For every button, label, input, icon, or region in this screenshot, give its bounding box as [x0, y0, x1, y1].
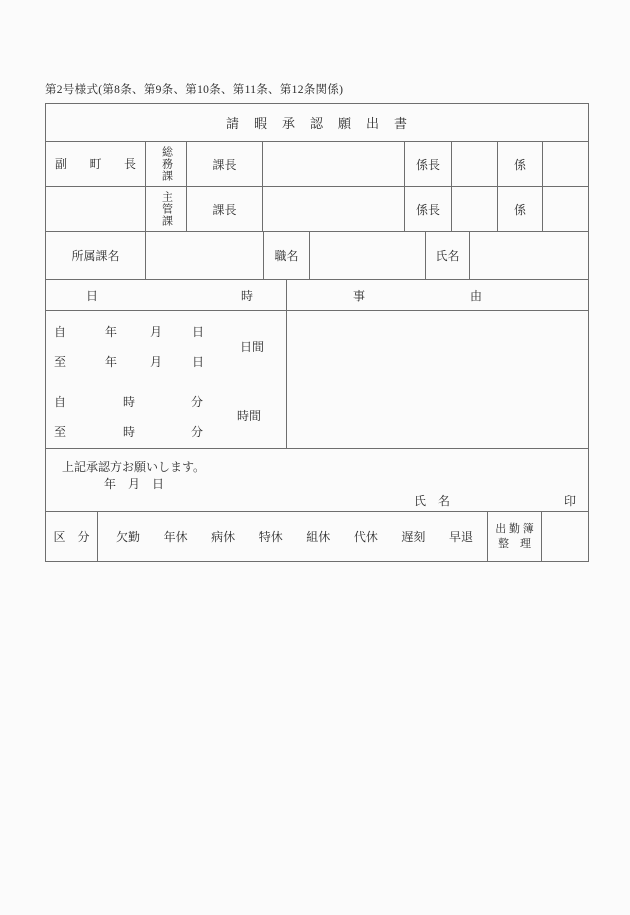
subsection-chief-label: 係長 — [415, 202, 440, 217]
position-label-cell — [264, 232, 310, 279]
year-label: 年 — [105, 325, 118, 339]
category-row — [46, 512, 588, 561]
form-number-note: 第2号様式(第8条、第9条、第10条、第11条、第12条関係) — [45, 84, 344, 96]
month-label: 月 — [150, 325, 163, 339]
day-label: 日 — [192, 325, 205, 339]
category-label: 区 分 — [53, 530, 90, 544]
section-chief-stamp-cell-2 — [263, 187, 405, 231]
seal-label: 印 — [564, 494, 577, 508]
deputy-mayor-label: 副 町 長 — [55, 156, 136, 171]
year-label: 年 — [105, 355, 118, 369]
approval-row-2 — [46, 187, 588, 232]
signature-date-line: 年 月 日 — [104, 477, 165, 491]
attendance-stamp-cell — [542, 512, 588, 561]
category-items-cell — [98, 512, 488, 561]
section-chief-label-cell-2 — [187, 187, 263, 231]
form-title-row — [46, 104, 588, 142]
department-label: 所属課名 — [71, 249, 120, 263]
section-chief-label: 課長 — [212, 202, 237, 217]
signature-cell — [46, 449, 588, 511]
category-item-tardiness: 遅刻 — [401, 530, 426, 544]
blank-left-cell — [46, 187, 146, 231]
identity-row — [46, 232, 588, 280]
responsible-section-cell — [146, 187, 187, 231]
hour-label: 時 — [123, 395, 136, 409]
category-item-special-leave: 特休 — [258, 530, 283, 544]
from-label: 自 — [54, 395, 67, 409]
period-entry-cell — [46, 311, 287, 448]
reason-entry-cell — [287, 311, 588, 448]
approval-row-1 — [46, 142, 588, 187]
general-affairs-section-cell — [146, 142, 187, 186]
to-label: 至 — [54, 355, 67, 369]
department-value-cell — [146, 232, 264, 279]
reason-header-cell — [287, 280, 588, 310]
day-header-char: 日 — [86, 288, 99, 303]
subsection-chief-stamp-cell-1 — [452, 142, 498, 186]
category-item-comp-leave: 代休 — [353, 530, 378, 544]
attendance-book-cell — [488, 512, 542, 561]
datetime-header-cell — [46, 280, 287, 310]
category-item-sick-leave: 病休 — [211, 530, 236, 544]
category-item-early-leave: 早退 — [448, 530, 473, 544]
subsection-chief-label-cell-2 — [405, 187, 452, 231]
category-item-union-leave: 組休 — [306, 530, 331, 544]
staff-stamp-cell-2 — [543, 187, 588, 231]
attendance-book-line1: 出 勤 簿 — [495, 522, 534, 535]
section-chief-stamp-cell-1 — [263, 142, 405, 186]
time-header-char: 時 — [241, 288, 254, 303]
signature-row — [46, 449, 588, 512]
staff-label: 係 — [513, 157, 526, 172]
days-total-label: 日間 — [240, 340, 265, 354]
column-header-row — [46, 280, 588, 311]
name-label-cell — [426, 232, 470, 279]
category-item-annual-leave: 年休 — [163, 530, 188, 544]
day-label: 日 — [192, 355, 205, 369]
minute-label: 分 — [191, 425, 204, 439]
subsection-chief-stamp-cell-2 — [452, 187, 498, 231]
general-affairs-section-label: 総務課 — [160, 146, 173, 182]
staff-label-cell-1 — [498, 142, 543, 186]
category-label-cell — [46, 512, 98, 561]
minute-label: 分 — [191, 395, 204, 409]
section-chief-label: 課長 — [212, 157, 237, 172]
month-label: 月 — [150, 355, 163, 369]
matter-header-char: 事 — [353, 288, 366, 303]
name-label: 氏名 — [435, 249, 460, 263]
responsible-section-label: 主管課 — [160, 191, 173, 227]
from-label: 自 — [54, 325, 67, 339]
leave-request-form — [45, 103, 589, 562]
section-chief-label-cell-1 — [187, 142, 263, 186]
position-value-cell — [310, 232, 426, 279]
approval-request-text: 上記承認方お願いします。 — [62, 460, 206, 474]
to-label: 至 — [54, 425, 67, 439]
name-value-cell — [470, 232, 588, 279]
subsection-chief-label: 係長 — [415, 157, 440, 172]
staff-label-cell-2 — [498, 187, 543, 231]
position-label: 職名 — [274, 249, 299, 263]
deputy-mayor-cell — [46, 142, 146, 186]
signature-name-label: 氏 名 — [414, 494, 451, 508]
category-item-absence: 欠勤 — [116, 530, 141, 544]
form-title: 請 暇 承 認 願 出 書 — [225, 116, 408, 131]
department-label-cell — [46, 232, 146, 279]
staff-stamp-cell-1 — [543, 142, 588, 186]
attendance-book-line2: 整 理 — [498, 537, 531, 550]
hours-total-label: 時間 — [237, 409, 262, 423]
hour-label: 時 — [123, 425, 136, 439]
subsection-chief-label-cell-1 — [405, 142, 452, 186]
period-reason-row — [46, 311, 588, 449]
staff-label: 係 — [513, 202, 526, 217]
reason-header-char: 由 — [470, 288, 483, 303]
